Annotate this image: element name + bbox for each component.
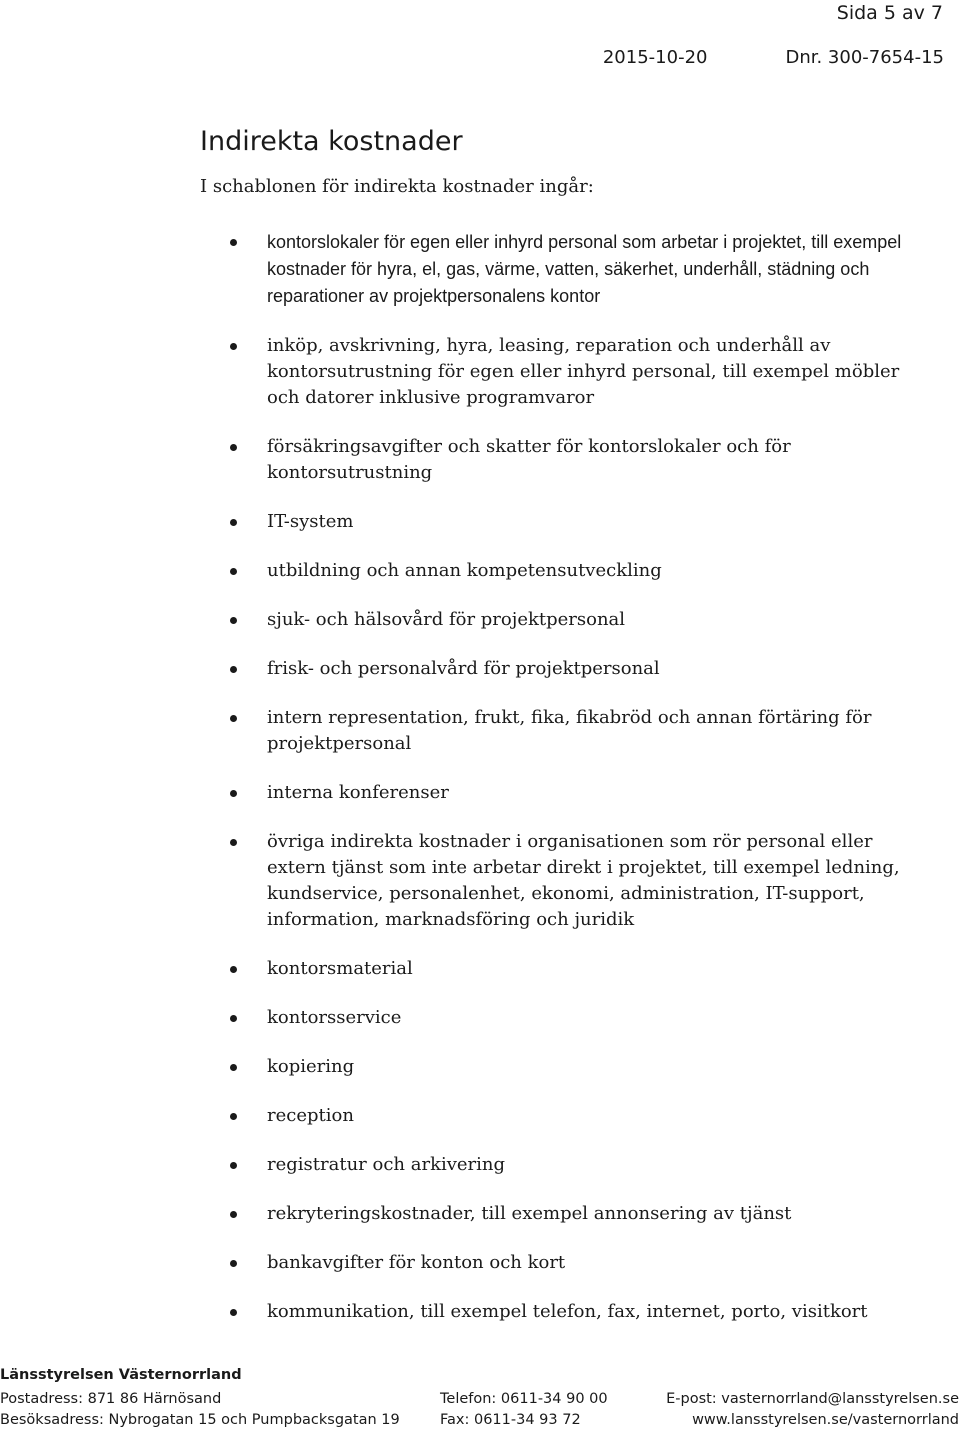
list-item-text: kontorsmaterial xyxy=(267,958,413,979)
list-item xyxy=(230,1054,910,1080)
indirect-cost-list xyxy=(230,229,910,1348)
bullet-icon xyxy=(230,966,237,973)
footer-row xyxy=(0,1412,960,1432)
bullet-icon xyxy=(230,1113,237,1120)
bullet-icon xyxy=(230,790,237,797)
list-item xyxy=(230,780,910,806)
list-item xyxy=(230,1103,910,1129)
footer-visiting-address: Besöksadress: Nybrogatan 15 och Pumpbacksgatan 19 xyxy=(0,1412,400,1428)
document-reference: Dnr. 300-7654-15 xyxy=(785,47,944,68)
footer-row xyxy=(0,1391,960,1411)
list-item-text: kontorslokaler för egen eller inhyrd personal som arbetar i projektet, till exempel kostnader för hyra, el, gas, värme, vatten, säkerhet, underhåll, städning och reparationer av projektpersonalens kontor xyxy=(267,232,902,306)
bullet-icon xyxy=(230,1162,237,1169)
bullet-icon xyxy=(230,343,237,350)
list-item-text: kopiering xyxy=(267,1056,355,1077)
list-item-text: reception xyxy=(267,1105,354,1126)
list-item xyxy=(230,829,910,933)
section-intro: I schablonen för indirekta kostnader ingår: xyxy=(200,176,594,197)
list-item xyxy=(230,509,910,535)
bullet-icon xyxy=(230,1309,237,1316)
bullet-icon xyxy=(230,839,237,846)
list-item xyxy=(230,558,910,584)
section-title: Indirekta kostnader xyxy=(200,126,463,157)
list-item-text: inköp, avskrivning, hyra, leasing, reparation och underhåll av kontorsutrustning för egen eller inhyrd personal, till exempel möbler och datorer inklusive programvaror xyxy=(267,335,900,408)
bullet-icon xyxy=(230,239,237,246)
bullet-icon xyxy=(230,444,237,451)
bullet-icon xyxy=(230,666,237,673)
footer-phone: Telefon: 0611-34 90 00 xyxy=(440,1391,608,1407)
list-item xyxy=(230,229,910,310)
list-item-text: IT-system xyxy=(267,511,354,532)
list-item xyxy=(230,1299,910,1325)
list-item xyxy=(230,1250,910,1276)
list-item xyxy=(230,1201,910,1227)
list-item-text: registratur och arkivering xyxy=(267,1154,506,1175)
list-item-text: rekryteringskostnader, till exempel annonsering av tjänst xyxy=(267,1203,792,1224)
bullet-icon xyxy=(230,715,237,722)
bullet-icon xyxy=(230,1064,237,1071)
bullet-icon xyxy=(230,1211,237,1218)
bullet-icon xyxy=(230,568,237,575)
list-item xyxy=(230,705,910,757)
bullet-icon xyxy=(230,617,237,624)
list-item-text: försäkringsavgifter och skatter för kontorslokaler och för kontorsutrustning xyxy=(267,436,791,483)
page-number: Sida 5 av 7 xyxy=(836,2,943,24)
list-item-text: bankavgifter för konton och kort xyxy=(267,1252,566,1273)
bullet-icon xyxy=(230,1015,237,1022)
bullet-icon xyxy=(230,519,237,526)
list-item xyxy=(230,656,910,682)
list-item xyxy=(230,607,910,633)
list-item xyxy=(230,956,910,982)
list-item-text: intern representation, frukt, fika, fikabröd och annan förtäring för projektpersonal xyxy=(267,707,872,754)
document-date: 2015-10-20 xyxy=(602,47,708,68)
footer-email: E-post: vasternorrland@lansstyrelsen.se xyxy=(666,1391,959,1407)
document-meta xyxy=(603,47,944,68)
list-item-text: utbildning och annan kompetensutveckling xyxy=(267,560,662,581)
list-item-text: kontorsservice xyxy=(267,1007,402,1028)
list-item xyxy=(230,1005,910,1031)
list-item xyxy=(230,1152,910,1178)
list-item-text: kommunikation, till exempel telefon, fax, internet, porto, visitkort xyxy=(267,1301,868,1322)
bullet-icon xyxy=(230,1260,237,1267)
list-item xyxy=(230,333,910,411)
list-item-text: övriga indirekta kostnader i organisationen som rör personal eller extern tjänst som inte arbetar direkt i projektet, till exempel ledning, kundservice, personalenhet, ekonomi, administration, IT-support, information, marknadsföring och juridik xyxy=(267,831,900,930)
list-item-text: sjuk- och hälsovård för projektpersonal xyxy=(267,609,626,630)
list-item-text: frisk- och personalvård för projektpersonal xyxy=(267,658,660,679)
footer-postal-address: Postadress: 871 86 Härnösand xyxy=(0,1391,222,1407)
footer-organization: Länsstyrelsen Västernorrland xyxy=(0,1367,242,1383)
footer-fax: Fax: 0611-34 93 72 xyxy=(440,1412,581,1428)
list-item xyxy=(230,434,910,486)
footer-website: www.lansstyrelsen.se/vasternorrland xyxy=(692,1412,959,1428)
list-item-text: interna konferenser xyxy=(267,782,449,803)
